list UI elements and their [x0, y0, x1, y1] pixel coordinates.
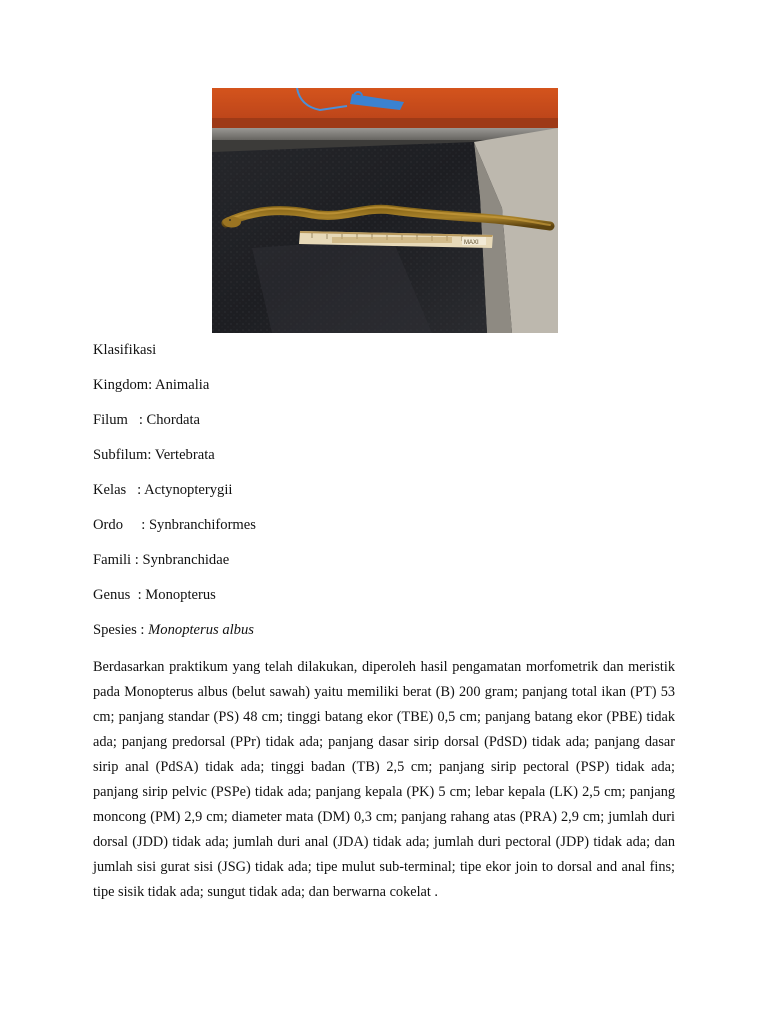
ruler-label: MAXI [464, 240, 479, 246]
spesies-label: Spesies : [93, 622, 149, 638]
filum-line: Filum : Chordata [93, 412, 201, 428]
classification-heading: Klasifikasi [93, 342, 157, 358]
kingdom-line: Kingdom: Animalia [93, 377, 210, 393]
specimen-photo [212, 88, 558, 333]
famili-line: Famili : Synbranchidae [93, 552, 230, 568]
morphometric-paragraph: Berdasarkan praktikum yang telah dilakukan, diperoleh hasil pengamatan morfometrik dan meristik pada Monopterus albus (belut sawah) yaitu memiliki berat (B) 200 gram; panjang total ikan (PT) 53 cm; panjang standar (PS) 48 cm; tinggi batang ekor (TBE) 0,5 cm; panjang batang ekor (PBE) tidak ada; panjang predorsal (PPr) tidak ada; panjang dasar sirip dorsal (PdSD) tidak ada; panjang dasar sirip anal (PdSA) tidak ada; tinggi badan (TB) 2,5 cm; panjang sirip pectoral (PSP) tidak ada; panjang sirip pelvic (PSPe) tidak ada; panjang kepala (PK) 5 cm; lebar kepala (LK) 2,5 cm; panjang moncong (PM) 2,9 cm; diameter mata (DM) 0,3 cm; panjang rahang atas (PRA) 2,9 cm; jumlah duri dorsal (JDD) tidak ada; jumlah duri anal (JDA) tidak ada; jumlah duri pectoral (JDP) tidak ada; dan jumlah sisi gurat sisi (JSG) tidak ada; tipe mulut sub-terminal; tipe ekor join to dorsal and anal fins; tipe sisik tidak ada; sungut tidak ada; dan berwarna cokelat . [93, 659, 675, 900]
ordo-line: Ordo : Synbranchiformes [93, 517, 256, 533]
subfilum-line: Subfilum: Vertebrata [93, 447, 215, 463]
genus-line: Genus : Monopterus [93, 587, 216, 603]
spesies-line [93, 621, 254, 639]
spesies-value: Monopterus albus [148, 622, 254, 638]
kelas-line: Kelas : Actynopterygii [93, 482, 233, 498]
